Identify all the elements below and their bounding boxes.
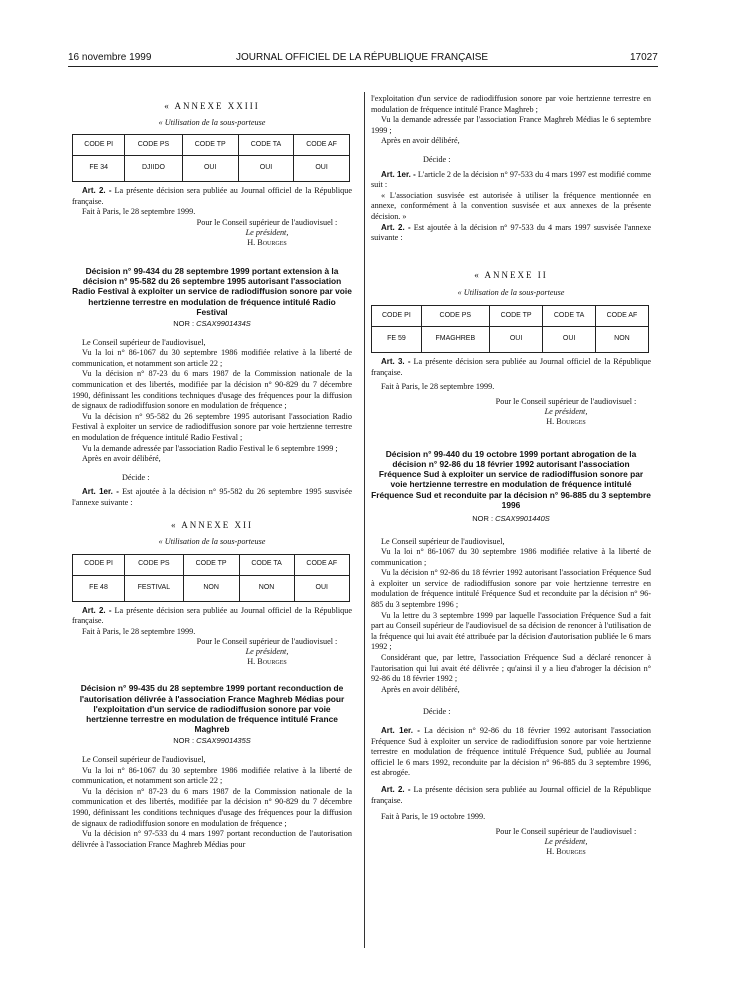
signature-line: Pour le Conseil supérieur de l'audiovisuel : xyxy=(196,217,338,227)
nor-label: NOR : xyxy=(472,513,496,523)
article-text: La présente décision sera publiée au Journal officiel de la République française. xyxy=(371,784,652,805)
code-table xyxy=(371,305,649,353)
annex-usage: « Utilisation de la sous-porteuse xyxy=(457,288,565,298)
article-label: Art. 1er. - xyxy=(82,487,119,497)
table-cell: NON xyxy=(595,326,648,352)
paragraph: Le Conseil supérieur de l'audiovisuel, xyxy=(82,755,206,765)
article-label: Art. 2. - xyxy=(82,186,112,196)
paragraph: l'exploitation d'un service de radiodiffusion sonore par voie hertzienne terrestre en modulation de fréquence intitulé France Maghreb ; xyxy=(371,94,651,114)
table-cell: FE 59 xyxy=(372,326,422,352)
table-header: CODE PI xyxy=(73,135,125,156)
table-cell: DJIIDO xyxy=(125,156,182,182)
article xyxy=(371,170,651,191)
article-text: Est ajoutée à la décision n° 97-533 du 4 mars 1997 susvisée l'annexe suivante : xyxy=(371,222,651,243)
nor-reference xyxy=(72,736,352,747)
code-table xyxy=(72,554,350,602)
article-text: La présente décision sera publiée au Journal officiel de la République française. xyxy=(371,356,652,377)
annex-title: « ANNEXE XXIII xyxy=(164,101,260,111)
article-text: La présente décision sera publiée au Journal officiel de la République française. xyxy=(72,186,353,206)
table-cell: FE 48 xyxy=(73,575,125,601)
table-header: CODE TA xyxy=(543,305,596,326)
table-header: CODE TP xyxy=(182,135,238,156)
left-column xyxy=(72,101,352,850)
signature-block xyxy=(481,827,651,857)
done-line: Fait à Paris, le 19 octobre 1999. xyxy=(381,812,486,822)
signature-line: Pour le Conseil supérieur de l'audiovisuel : xyxy=(196,637,338,647)
paragraph: Vu la décision n° 87-23 du 6 mars 1987 de la Commission nationale de la communication et des libertés, modifiée par la décision n° 90-829 du 7 décembre 1990, définissant les conditions techniques d'usage des fréquences pour la diffusion de signaux de radiodiffusion sonore en modulation de fréquence ; xyxy=(72,369,352,411)
signature-line: Pour le Conseil supérieur de l'audiovisuel : xyxy=(495,826,637,836)
table-cell: OUI xyxy=(182,156,238,182)
decide-heading: Décide : xyxy=(122,472,150,482)
table-cell: FMAGHREB xyxy=(421,326,489,352)
signature-title: Le président, xyxy=(544,836,588,846)
decide-heading: Décide : xyxy=(423,154,451,164)
signature-name: H. Bourges xyxy=(247,657,287,667)
column-divider xyxy=(364,92,365,948)
article xyxy=(72,186,352,207)
paragraph: Vu la demande adressée par l'association France Maghreb Médias le 6 septembre 1999 ; xyxy=(371,115,651,135)
annex-title: « ANNEXE II xyxy=(474,269,548,280)
decision-title: Décision n° 99-435 du 28 septembre 1999 portant reconduction de l'autorisation délivrée à l'association France Maghreb Médias pour l'exploitation d'un service de radiodiffusion sonore par voie hertzienne terrestre en modulation de fréquence intitulé France Maghreb xyxy=(79,683,345,735)
article xyxy=(72,606,352,627)
signature-block xyxy=(182,637,352,667)
article xyxy=(371,785,651,806)
decision-body xyxy=(371,537,651,696)
article xyxy=(371,223,651,244)
annex-usage: « Utilisation de la sous-porteuse xyxy=(158,537,266,547)
table-cell: FESTIVAL xyxy=(125,575,184,601)
table-cell: OUI xyxy=(294,156,350,182)
table-header: CODE PI xyxy=(372,305,422,326)
table-cell: OUI xyxy=(489,326,543,352)
paragraph: Après en avoir délibéré, xyxy=(381,684,460,694)
table-cell: OUI xyxy=(238,156,293,182)
decision-body xyxy=(72,338,352,465)
article-label: Art. 1er. - xyxy=(381,726,420,735)
signature-block xyxy=(481,397,651,427)
table-header: CODE AF xyxy=(294,135,350,156)
table-header: CODE TA xyxy=(238,135,293,156)
paragraph: Vu la demande adressée par l'association Radio Festival le 6 septembre 1999 ; xyxy=(82,443,338,453)
right-column xyxy=(371,94,651,857)
article-text: La décision n° 92-86 du 18 février 1992 autorisant l'association Fréquence Sud à exploiter un service de radiodiffusion sonore par voie hertzienne terrestre en modulation de fréquence intitulé Fréquence Sud, publiée au Journal officiel le 6 mars 1992, reconduite par la décision n° 96-885 du 3 septembre 1996, est abrogée. xyxy=(371,726,652,778)
signature-title: Le président, xyxy=(245,647,289,657)
nor-reference xyxy=(72,319,352,330)
paragraph: Vu la lettre du 3 septembre 1999 par laquelle l'association Fréquence Sud a fait part au Conseil supérieur de l'audiovisuel de sa décision de renoncer à l'utilisation de la fréquence qui lui avait été attribuée par la décision d'autorisation publiée le 6 mars 1992 ; xyxy=(371,610,651,652)
article-label: Art. 1er. - xyxy=(381,169,416,179)
table-header: CODE TP xyxy=(489,305,543,326)
article-label: Art. 2. - xyxy=(82,605,112,615)
header-date: 16 novembre 1999 xyxy=(68,52,152,63)
article xyxy=(371,726,651,779)
table-header: CODE PS xyxy=(421,305,489,326)
nor-code: CSAX9901434S xyxy=(196,318,251,328)
article-text: Est ajoutée à la décision n° 95-582 du 26 septembre 1995 susvisée l'annexe suivante : xyxy=(72,487,352,507)
nor-reference xyxy=(371,514,651,525)
table-cell: NON xyxy=(183,575,239,601)
table-cell: OUI xyxy=(294,575,349,601)
annex-title: « ANNEXE XII xyxy=(171,520,253,531)
article xyxy=(371,357,651,378)
signature-name: H. Bourges xyxy=(247,237,287,247)
header-journal-title: JOURNAL OFFICIEL DE LA RÉPUBLIQUE FRANÇAISE xyxy=(236,52,489,63)
decide-heading: Décide : xyxy=(423,707,451,717)
done-line: Fait à Paris, le 28 septembre 1999. xyxy=(82,207,196,217)
article-text: L'article 2 de la décision n° 97-533 du 4 mars 1997 est modifié comme suit : xyxy=(371,169,651,190)
paragraph: Le Conseil supérieur de l'audiovisuel, xyxy=(381,536,505,546)
paragraph: Le Conseil supérieur de l'audiovisuel, xyxy=(82,337,206,347)
done-line: Fait à Paris, le 28 septembre 1999. xyxy=(82,626,196,636)
table-header: CODE AF xyxy=(595,305,648,326)
decision-body xyxy=(72,755,352,850)
article-label: Art. 2. - xyxy=(381,222,411,232)
signature-line: Pour le Conseil supérieur de l'audiovisuel : xyxy=(495,396,637,406)
table-header: CODE PS xyxy=(125,554,184,575)
table-cell: NON xyxy=(239,575,294,601)
article-label: Art. 2. - xyxy=(381,784,411,794)
nor-label: NOR : xyxy=(173,318,197,328)
article-label: Art. 3. - xyxy=(381,356,411,366)
paragraph: Vu la décision n° 87-23 du 6 mars 1987 de la Commission nationale de la communication et des libertés, modifiée par la décision n° 90-829 du 7 décembre 1990, définissant les conditions techniques d'usage des fréquences pour la diffusion de signaux de radiodiffusion sonore en modulation de fréquence ; xyxy=(72,786,352,828)
table-cell: OUI xyxy=(543,326,596,352)
paragraph: Vu la loi n° 86-1067 du 30 septembre 1986 modifiée relative à la liberté de communication, et notamment son article 22 ; xyxy=(72,765,352,786)
quote-paragraph: « L'association susvisée est autorisée à utiliser la fréquence mentionnée en annexe, conformément à la convention susvisée et aux annexes de la présente décision. » xyxy=(371,190,651,221)
code-table xyxy=(72,134,350,182)
header-rule xyxy=(68,66,658,67)
signature-name: H. Bourges xyxy=(546,846,586,856)
paragraph: Vu la décision n° 95-582 du 26 septembre 1995 autorisant l'association Radio Festival à exploiter un service de radiodiffusion sonore par voie hertzienne terrestre en modulation de fréquence intitulé Radio Festival ; xyxy=(72,411,352,442)
paragraph: Considérant que, par lettre, l'association Fréquence Sud a déclaré renoncer à l'autorisation qui lui avait été délivrée ; qu'ainsi il y a lieu d'abroger la décision n° 92-86 du 18 février 1992 ; xyxy=(371,653,651,684)
nor-code: CSAX9901440S xyxy=(495,513,550,523)
signature-title: Le président, xyxy=(245,227,289,237)
annex-usage: « Utilisation de la sous-porteuse xyxy=(158,117,266,127)
paragraph: Vu la décision n° 97-533 du 4 mars 1997 portant reconduction de l'autorisation délivrée à l'association France Maghreb Médias pour xyxy=(72,829,352,849)
paragraph: Après en avoir délibéré, xyxy=(82,454,161,464)
article-text: La présente décision sera publiée au Journal officiel de la République française. xyxy=(72,605,353,626)
table-header: CODE PI xyxy=(73,554,125,575)
table-header: CODE PS xyxy=(125,135,182,156)
nor-label: NOR : xyxy=(173,736,197,746)
table-header: CODE AF xyxy=(294,554,349,575)
paragraph: Après en avoir délibéré, xyxy=(381,136,460,146)
nor-code: CSAX9901435S xyxy=(196,736,251,746)
decision-title: Décision n° 99-434 du 28 septembre 1999 portant extension à la décision n° 95-582 du 26 septembre 1995 autorisant l'association Radio Festival à exploiter un service de radiodiffusion sonore par voie hertzienne terrestre en modulation de fréquence intitulé Radio Festival xyxy=(72,265,352,317)
paragraph: Vu la loi n° 86-1067 du 30 septembre 1986 modifiée relative à la liberté de communication, et notamment son article 22 ; xyxy=(72,348,352,368)
done-line: Fait à Paris, le 28 septembre 1999. xyxy=(381,382,495,392)
header-page-number: 17027 xyxy=(630,52,658,63)
signature-title: Le président, xyxy=(544,406,588,416)
paragraph: Vu la décision n° 92-86 du 18 février 1992 autorisant l'association Fréquence Sud à exploiter un service de radiodiffusion sonore par voie hertzienne terrestre en modulation de fréquence intitulé Fréquence Sud et reconduite par la décision n° 96-885 du 3 septembre 1996 ; xyxy=(371,568,651,610)
article xyxy=(72,487,352,508)
decision-title: Décision n° 99-440 du 19 octobre 1999 portant abrogation de la décision n° 92-86 du 18 février 1992 autorisant l'association Fréquence Sud à exploiter un service de radiodiffusion sonore par voie hertzienne terrestre en modulation de fréquence intitulé Fréquence Sud et reconduite par la décision n° 96-885 du 3 septembre 1996 xyxy=(371,448,651,510)
signature-name: H. Bourges xyxy=(546,416,586,426)
paragraph: Vu la loi n° 86-1067 du 30 septembre 1986 modifiée relative à la liberté de communication ; xyxy=(371,547,651,567)
table-header: CODE TP xyxy=(183,554,239,575)
signature-block xyxy=(182,218,352,248)
table-cell: FE 34 xyxy=(73,156,125,182)
table-header: CODE TA xyxy=(239,554,294,575)
